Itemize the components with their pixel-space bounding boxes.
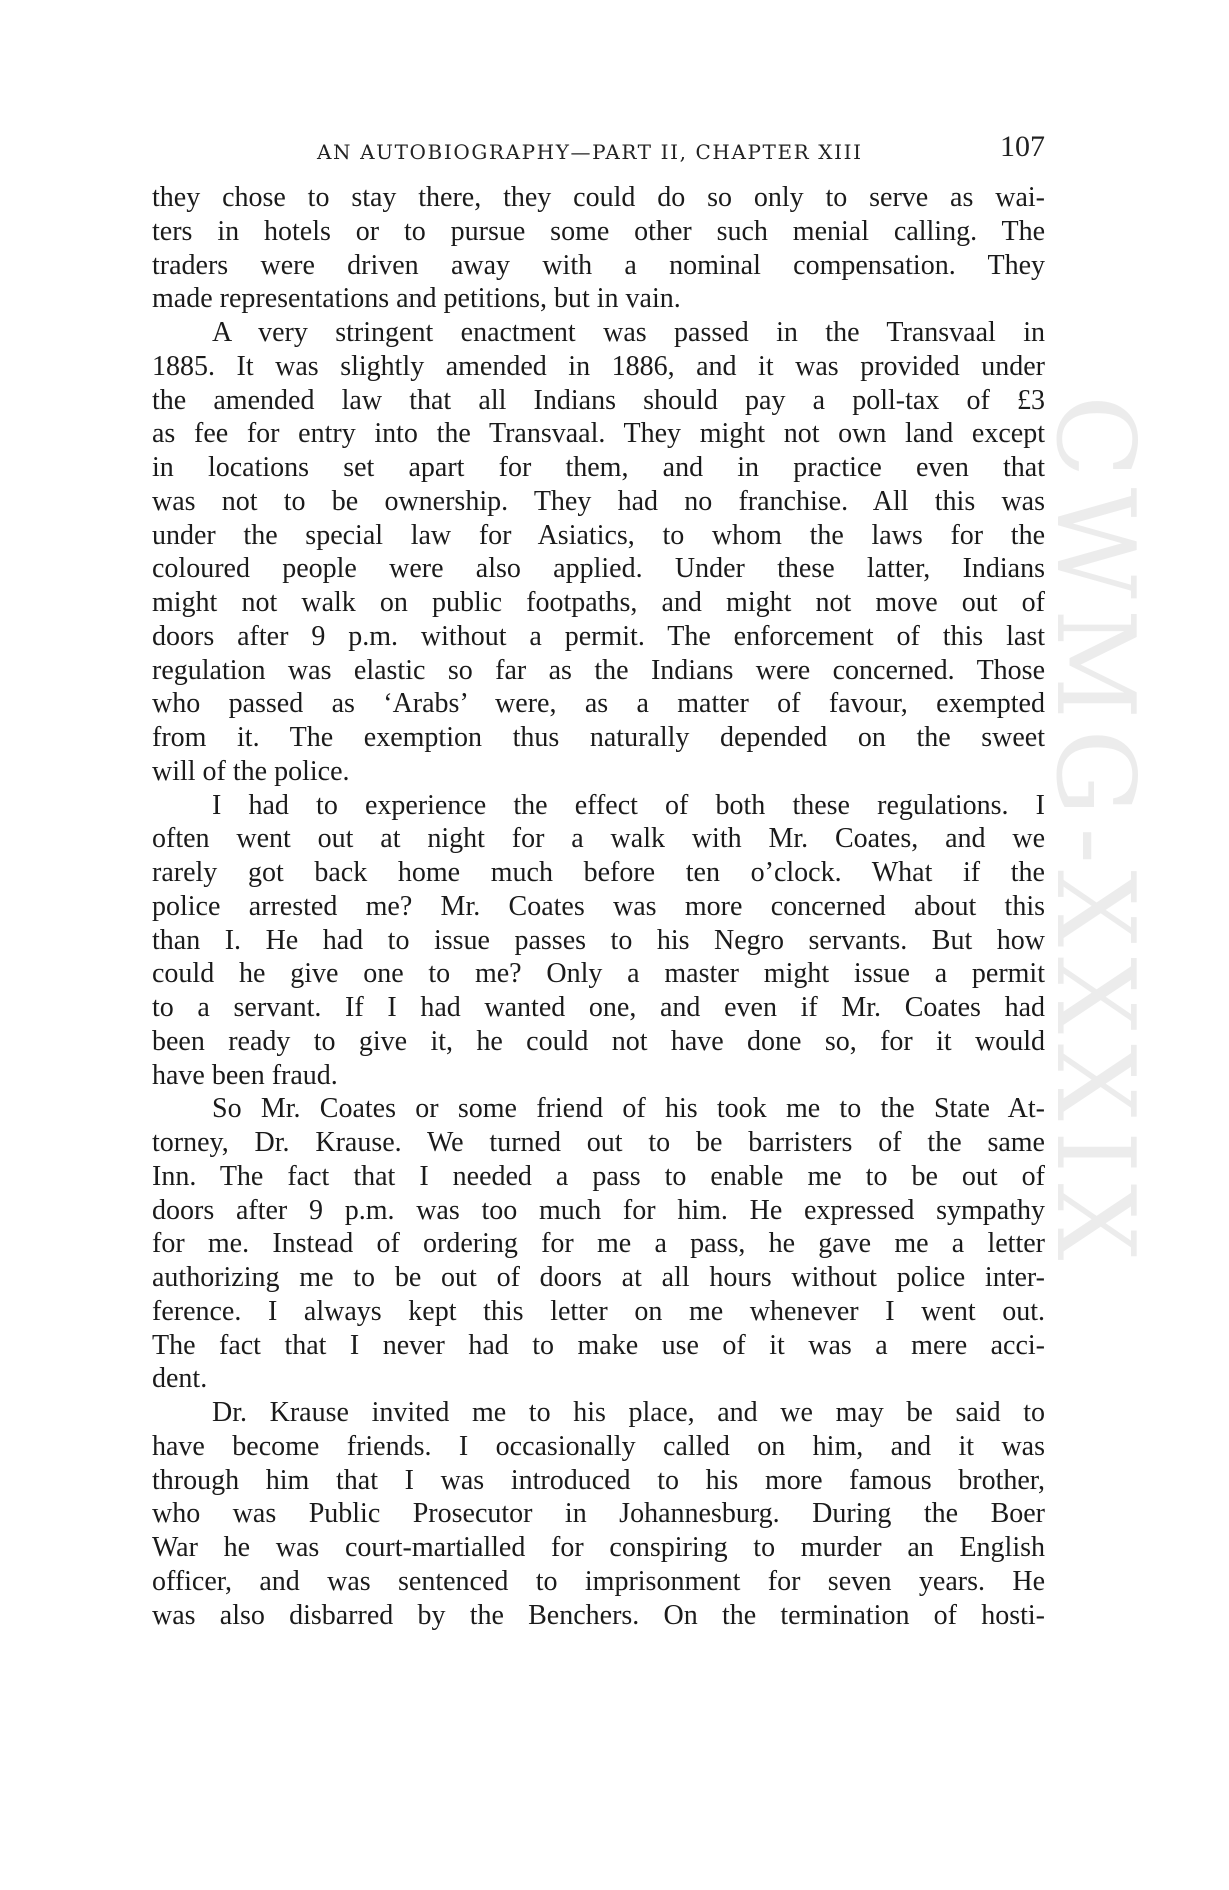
text-line: could he give one to me? Only a master might issue a permit bbox=[152, 958, 1045, 990]
text-line: Dr. Krause invited me to his place, and we may be said to bbox=[212, 1397, 1045, 1428]
text-line: dent. bbox=[152, 1363, 208, 1395]
text-line: through him that I was introduced to his more famous brother, bbox=[152, 1464, 1045, 1496]
text-line: often went out at night for a walk with Mr. Coates, and we bbox=[152, 823, 1045, 855]
text-line: in locations set apart for them, and in practice even that bbox=[152, 452, 1045, 483]
text-line: might not walk on public footpaths, and might not move out of bbox=[152, 587, 1045, 618]
page-number: 107 bbox=[1000, 130, 1045, 163]
text-line: torney, Dr. Krause. We turned out to be barristers of the same bbox=[152, 1127, 1045, 1158]
text-line: doors after 9 p.m. without a permit. The enforcement of this last bbox=[152, 620, 1045, 652]
running-head: AN AUTOBIOGRAPHY—PART II, CHAPTER XIII bbox=[317, 140, 863, 164]
text-line: I had to experience the effect of both these regulations. I bbox=[212, 789, 1045, 821]
text-line: was not to be ownership. They had no franchise. All this was bbox=[152, 485, 1045, 517]
body-text bbox=[152, 181, 1045, 1632]
text-line: 1885. It was slightly amended in 1886, and it was provided under bbox=[152, 350, 1045, 382]
text-line: they chose to stay there, they could do so only to serve as wai- bbox=[152, 182, 1045, 213]
text-line: A very stringent enactment was passed in the Transvaal in bbox=[212, 317, 1045, 348]
page-header bbox=[152, 130, 1045, 166]
text-line: from it. The exemption thus naturally depended on the sweet bbox=[152, 722, 1045, 753]
watermark bbox=[1032, 395, 1165, 1495]
text-line: been ready to give it, he could not have done so, for it would bbox=[152, 1025, 1045, 1057]
text-line: Inn. The fact that I needed a pass to enable me to be out of bbox=[152, 1160, 1045, 1192]
text-line: regulation was elastic so far as the Indians were concerned. Those bbox=[152, 654, 1045, 686]
text-line: authorizing me to be out of doors at all hours without police inter- bbox=[152, 1262, 1045, 1293]
text-line: have been fraud. bbox=[152, 1059, 338, 1091]
text-line: So Mr. Coates or some friend of his took me to the State At- bbox=[212, 1093, 1045, 1125]
text-line: officer, and was sentenced to imprisonment for seven years. He bbox=[152, 1565, 1045, 1597]
text-line: who passed as ‘Arabs’ were, as a matter of favour, exempted bbox=[152, 688, 1045, 720]
text-line: under the special law for Asiatics, to whom the laws for the bbox=[152, 519, 1045, 551]
text-line: as fee for entry into the Transvaal. They might not own land except bbox=[152, 418, 1045, 450]
text-line: traders were driven away with a nominal compensation. They bbox=[152, 249, 1045, 281]
text-line: made representations and petitions, but in vain. bbox=[152, 283, 681, 315]
text-line: ters in hotels or to pursue some other such menial calling. The bbox=[152, 215, 1045, 247]
text-line: War he was court-martialled for conspiring to murder an English bbox=[152, 1532, 1045, 1563]
text-line: the amended law that all Indians should pay a poll-tax of £3 bbox=[152, 384, 1045, 416]
text-line: have become friends. I occasionally called on him, and it was bbox=[152, 1430, 1045, 1462]
text-line: will of the police. bbox=[152, 755, 350, 787]
text-line: police arrested me? Mr. Coates was more concerned about this bbox=[152, 890, 1045, 922]
text-line: was also disbarred by the Benchers. On the termination of hosti- bbox=[152, 1599, 1045, 1631]
watermark-text: CWMG-XXXIX bbox=[1032, 395, 1157, 1271]
text-line: who was Public Prosecutor in Johannesburg. During the Boer bbox=[152, 1498, 1045, 1530]
text-line: rarely got back home much before ten o’clock. What if the bbox=[152, 857, 1045, 888]
text-line: doors after 9 p.m. was too much for him. He expressed sympathy bbox=[152, 1194, 1045, 1226]
text-line: for me. Instead of ordering for me a pass, he gave me a letter bbox=[152, 1228, 1045, 1260]
text-line: ference. I always kept this letter on me whenever I went out. bbox=[152, 1295, 1045, 1327]
text-line: than I. He had to issue passes to his Negro servants. But how bbox=[152, 924, 1045, 956]
text-line: to a servant. If I had wanted one, and even if Mr. Coates had bbox=[152, 992, 1045, 1023]
text-line: The fact that I never had to make use of it was a mere acci- bbox=[152, 1329, 1045, 1361]
text-line: coloured people were also applied. Under these latter, Indians bbox=[152, 553, 1045, 585]
